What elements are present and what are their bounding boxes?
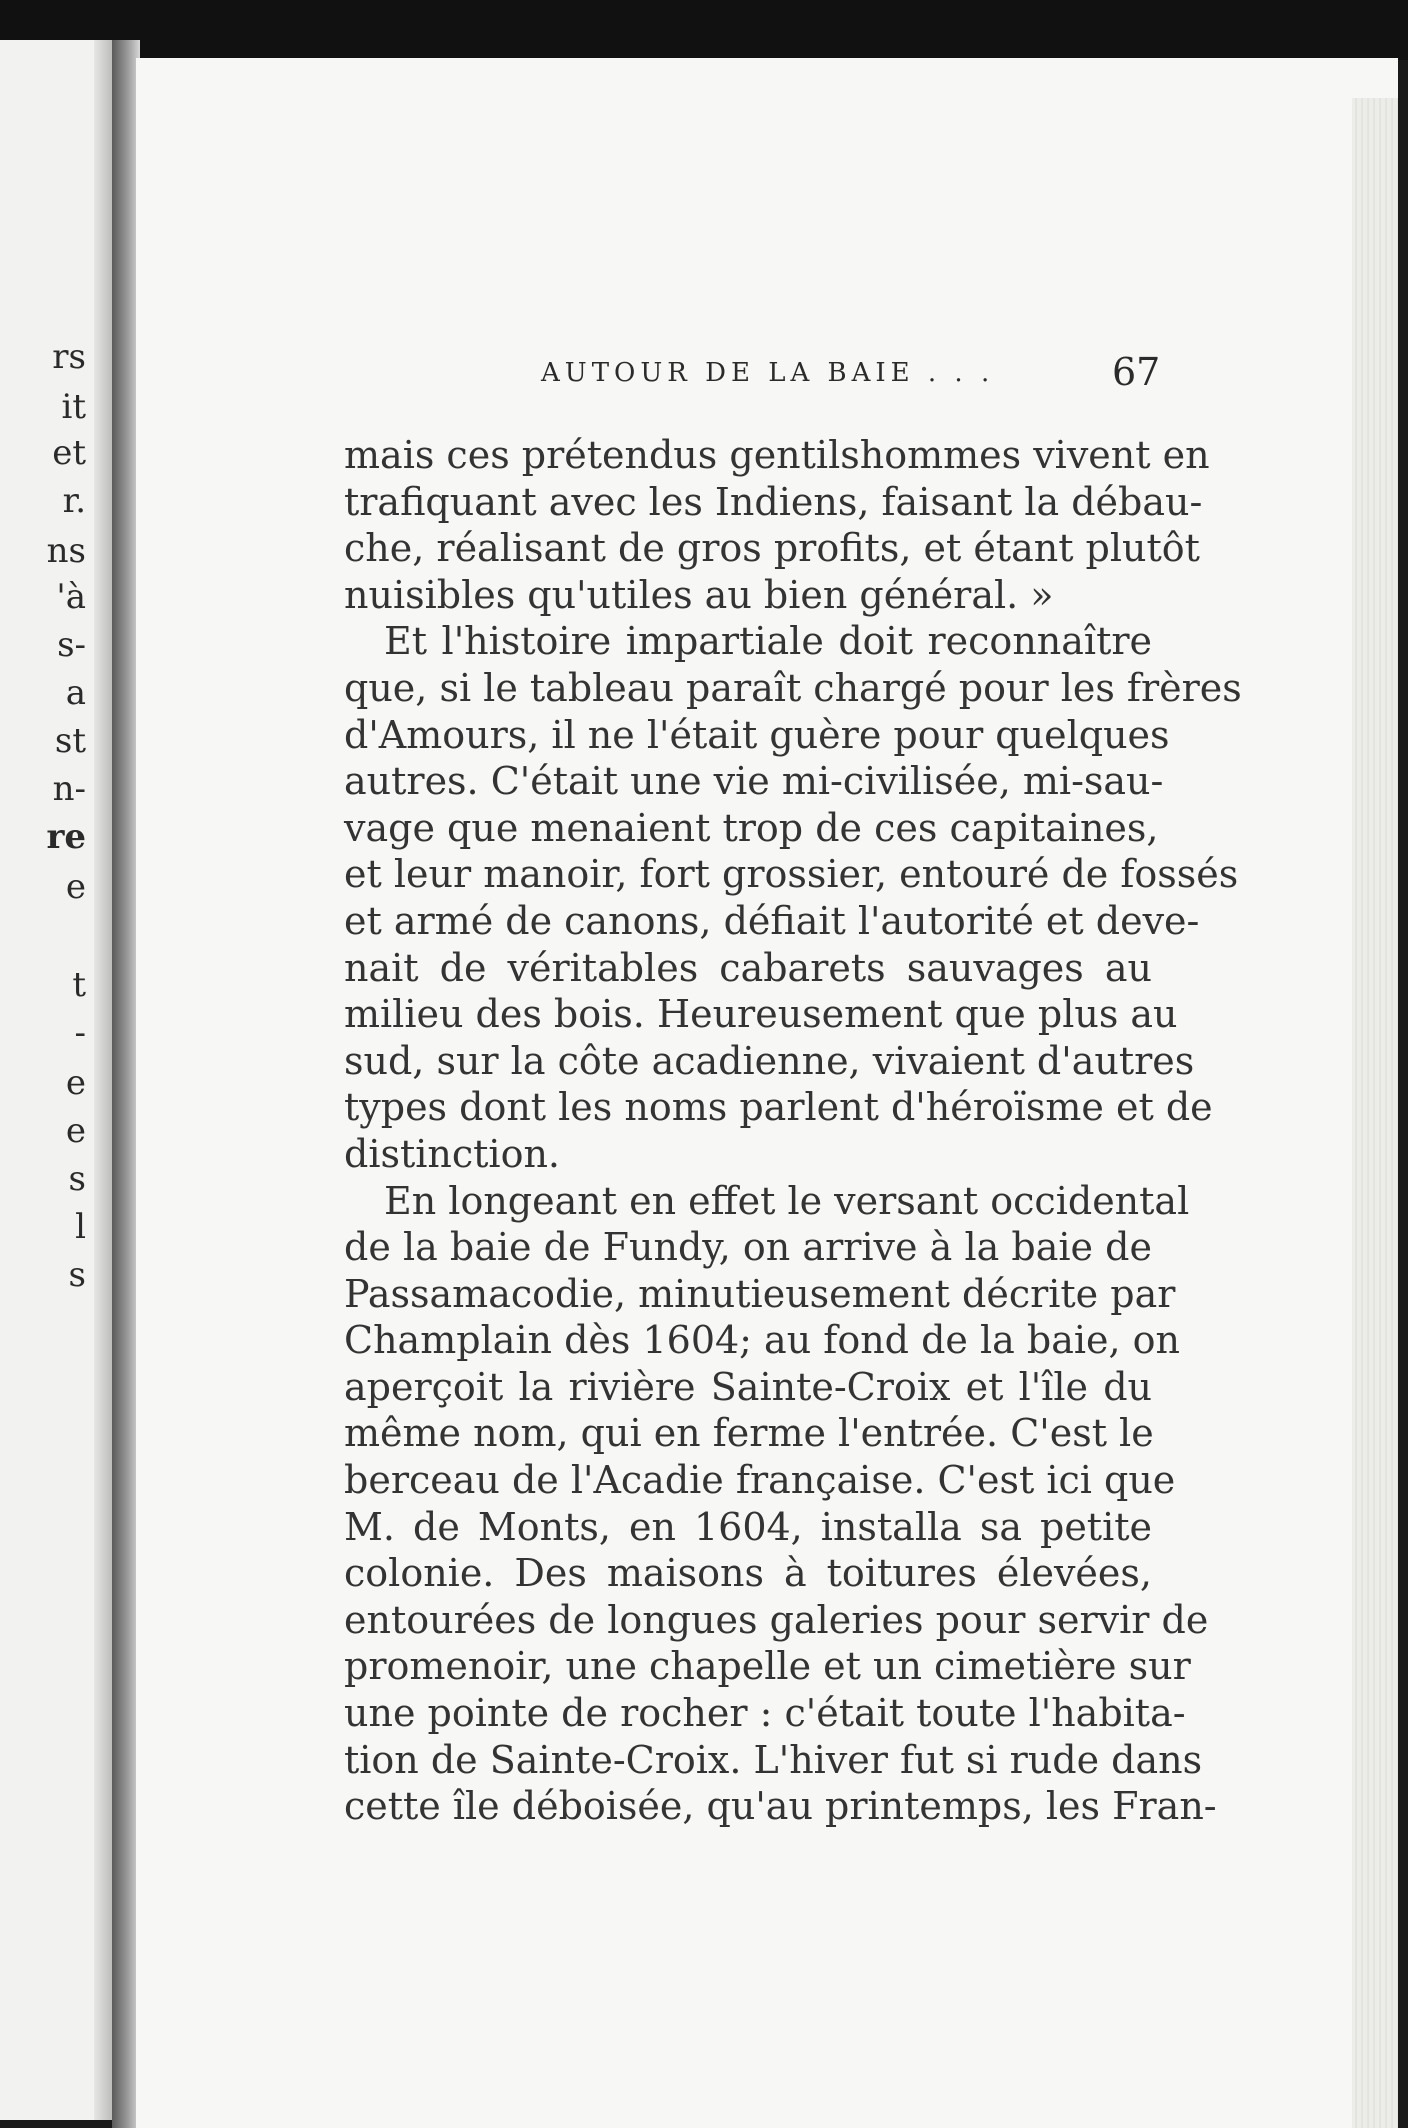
text-line: colonie. Des maisons à toitures élevées, [344, 1551, 1152, 1596]
text-line: nait de véritables cabarets sauvages au [344, 945, 1152, 990]
text-line: d'Amours, il ne l'était guère pour quelques [344, 712, 1170, 757]
text-line: sud, sur la côte acadienne, vivaient d'autres [344, 1038, 1195, 1083]
text-line: et armé de canons, défiait l'autorité et deve- [344, 898, 1200, 943]
text-line: En longeant en effet le versant occidental [384, 1178, 1190, 1223]
facing-page-fragment: e [65, 1063, 86, 1103]
facing-page-fragment: s- [57, 625, 86, 665]
text-line: berceau de l'Acadie française. C'est ici que [344, 1458, 1176, 1503]
page-stack-edge [1352, 98, 1398, 2128]
facing-page-fragment: et [52, 433, 86, 473]
facing-page-fragment: it [61, 387, 86, 427]
running-head: AUTOUR DE LA BAIE . . . [541, 358, 995, 388]
text-line: mais ces prétendus gentilshommes vivent en [344, 433, 1210, 477]
text-line: tion de Sainte-Croix. L'hiver fut si rude dans [344, 1737, 1203, 1782]
facing-page-gutter [94, 40, 112, 2120]
scan-top-border [0, 0, 1408, 60]
text-line: types dont les noms parlent d'héroïsme et de [344, 1085, 1213, 1130]
facing-page-fragment: 'à [56, 577, 86, 617]
text-line: Et l'histoire impartiale doit reconnaître [384, 619, 1152, 664]
facing-page-fragment: ns [46, 531, 86, 571]
text-line: Passamacodie, minutieusement décrite par [344, 1271, 1176, 1316]
text-line: trafiquant avec les Indiens, faisant la débau- [344, 479, 1203, 524]
text-line: et leur manoir, fort grossier, entouré de fossés [344, 852, 1239, 897]
text-line: de la baie de Fundy, on arrive à la baie de [344, 1225, 1152, 1270]
text-line: che, réalisant de gros profits, et étant plutôt [344, 526, 1200, 571]
facing-page-fragment: e [65, 1111, 86, 1151]
facing-page-left [0, 40, 112, 2120]
text-line: cette île déboisée, qu'au printemps, les Fran- [344, 1784, 1217, 1829]
text-line: une pointe de rocher : c'était toute l'habita- [344, 1691, 1186, 1736]
facing-page-fragment: rs [52, 337, 86, 377]
text-line: promenoir, une chapelle et un cimetière sur [344, 1644, 1191, 1689]
book-page [136, 58, 1398, 2128]
facing-page-fragment: l [75, 1207, 86, 1247]
facing-page-fragment: a [65, 673, 86, 713]
text-line: Champlain dès 1604; au fond de la baie, on [344, 1318, 1180, 1363]
facing-page-fragment: t [72, 965, 86, 1005]
text-line: M. de Monts, en 1604, installa sa petite [344, 1504, 1152, 1549]
facing-page-fragment: n- [52, 769, 86, 809]
text-line: aperçoit la rivière Sainte-Croix et l'île du [344, 1364, 1152, 1409]
page-number: 67 [1112, 350, 1161, 394]
text-line: distinction. [344, 1131, 561, 1176]
text-line: entourées de longues galeries pour servir de [344, 1597, 1209, 1642]
text-line: vage que menaient trop de ces capitaines, [344, 805, 1159, 850]
body-text [344, 432, 1242, 1830]
facing-page-fragment: r. [62, 481, 86, 521]
facing-page-fragment: s [68, 1159, 86, 1199]
text-line: autres. C'était une vie mi-civilisée, mi-sau- [344, 759, 1164, 804]
facing-page-fragment: re [46, 817, 86, 857]
facing-page-fragment: - [74, 1013, 86, 1053]
text-line: que, si le tableau paraît chargé pour les frères [344, 665, 1242, 710]
facing-page-fragment: st [54, 721, 86, 761]
facing-page-fragment: s [68, 1255, 86, 1295]
text-line: nuisibles qu'utiles au bien général. » [344, 572, 1054, 617]
text-line: même nom, qui en ferme l'entrée. C'est le [344, 1411, 1154, 1456]
text-line: milieu des bois. Heureusement que plus au [344, 992, 1178, 1037]
facing-page-fragment: e [65, 867, 86, 907]
